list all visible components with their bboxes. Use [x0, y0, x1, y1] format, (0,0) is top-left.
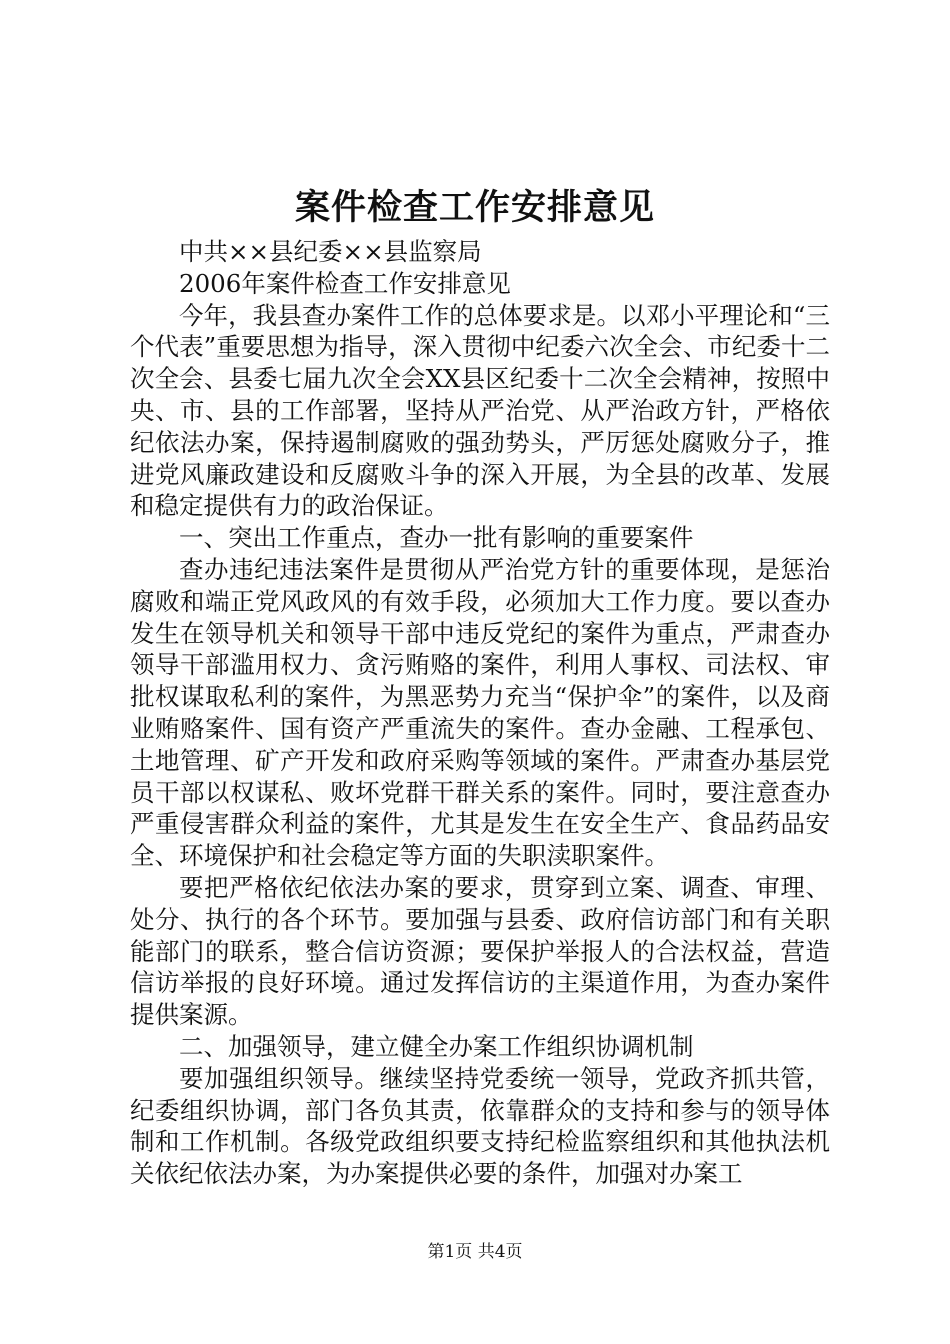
page-number-footer: 第1页 共4页	[427, 1242, 523, 1262]
document-title: 案件检查工作安排意见	[294, 187, 655, 228]
document-body	[130, 236, 830, 1190]
subtitle-line: 2006年案件检查工作安排意见	[179, 268, 511, 298]
section-heading-2: 二、加强领导，建立健全办案工作组织协调机制	[179, 1031, 694, 1061]
intro-paragraph: 今年，我县查办案件工作的总体要求是。以邓小平理论和“三个代表”重要思想为指导，深入贯彻中纪委六次全会、市纪委十二次全会、县委七届九次全会XX县区纪委十二次全会精神，按照中央、市、县的工作部署，坚持从严治党、从严治政方针，严格依纪依法办案，保持遏制腐败的强劲势头，严厉惩处腐败分子，推进党风廉政建设和反腐败斗争的深入开展，为全县的改革、发展和稳定提供有力的政治保证。	[130, 300, 830, 521]
section-2-paragraph-1: 要加强组织领导。继续坚持党委统一领导，党政齐抓共管，纪委组织协调，部门各负其责，依靠群众的支持和参与的领导体制和工作机制。各级党政组织要支持纪检监察组织和其他执法机关依纪依法办案，为办案提供必要的条件，加强对办案工	[130, 1063, 830, 1189]
issuer-line: 中共××县纪委××县监察局	[179, 237, 482, 266]
section-1-paragraph-2: 要把严格依纪依法办案的要求，贯穿到立案、调查、审理、处分、执行的各个环节。要加强与县委、政府信访部门和有关职能部门的联系，整合信访资源；要保护举报人的合法权益，营造信访举报的良好环境。通过发挥信访的主渠道作用，为查办案件提供案源。	[130, 872, 830, 1030]
section-1-paragraph-1: 查办违纪违法案件是贯彻从严治党方针的重要体现，是惩治腐败和端正党风政风的有效手段，必须加大工作力度。要以查办发生在领导机关和领导干部中违反党纪的案件为重点，严肃查办领导干部滥用权力、贪污贿赂的案件，利用人事权、司法权、审批权谋取私利的案件，为黑恶势力充当“保护伞”的案件，以及商业贿赂案件、国有资产严重流失的案件。查办金融、工程承包、土地管理、矿产开发和政府采购等领域的案件。严肃查办基层党员干部以权谋私、败坏党群干群关系的案件。同时，要注意查办严重侵害群众利益的案件，尤其是发生在安全生产、食品药品安全、环境保护和社会稳定等方面的失职渎职案件。	[130, 554, 830, 871]
section-heading-1: 一、突出工作重点，查办一批有影响的重要案件	[179, 523, 694, 553]
